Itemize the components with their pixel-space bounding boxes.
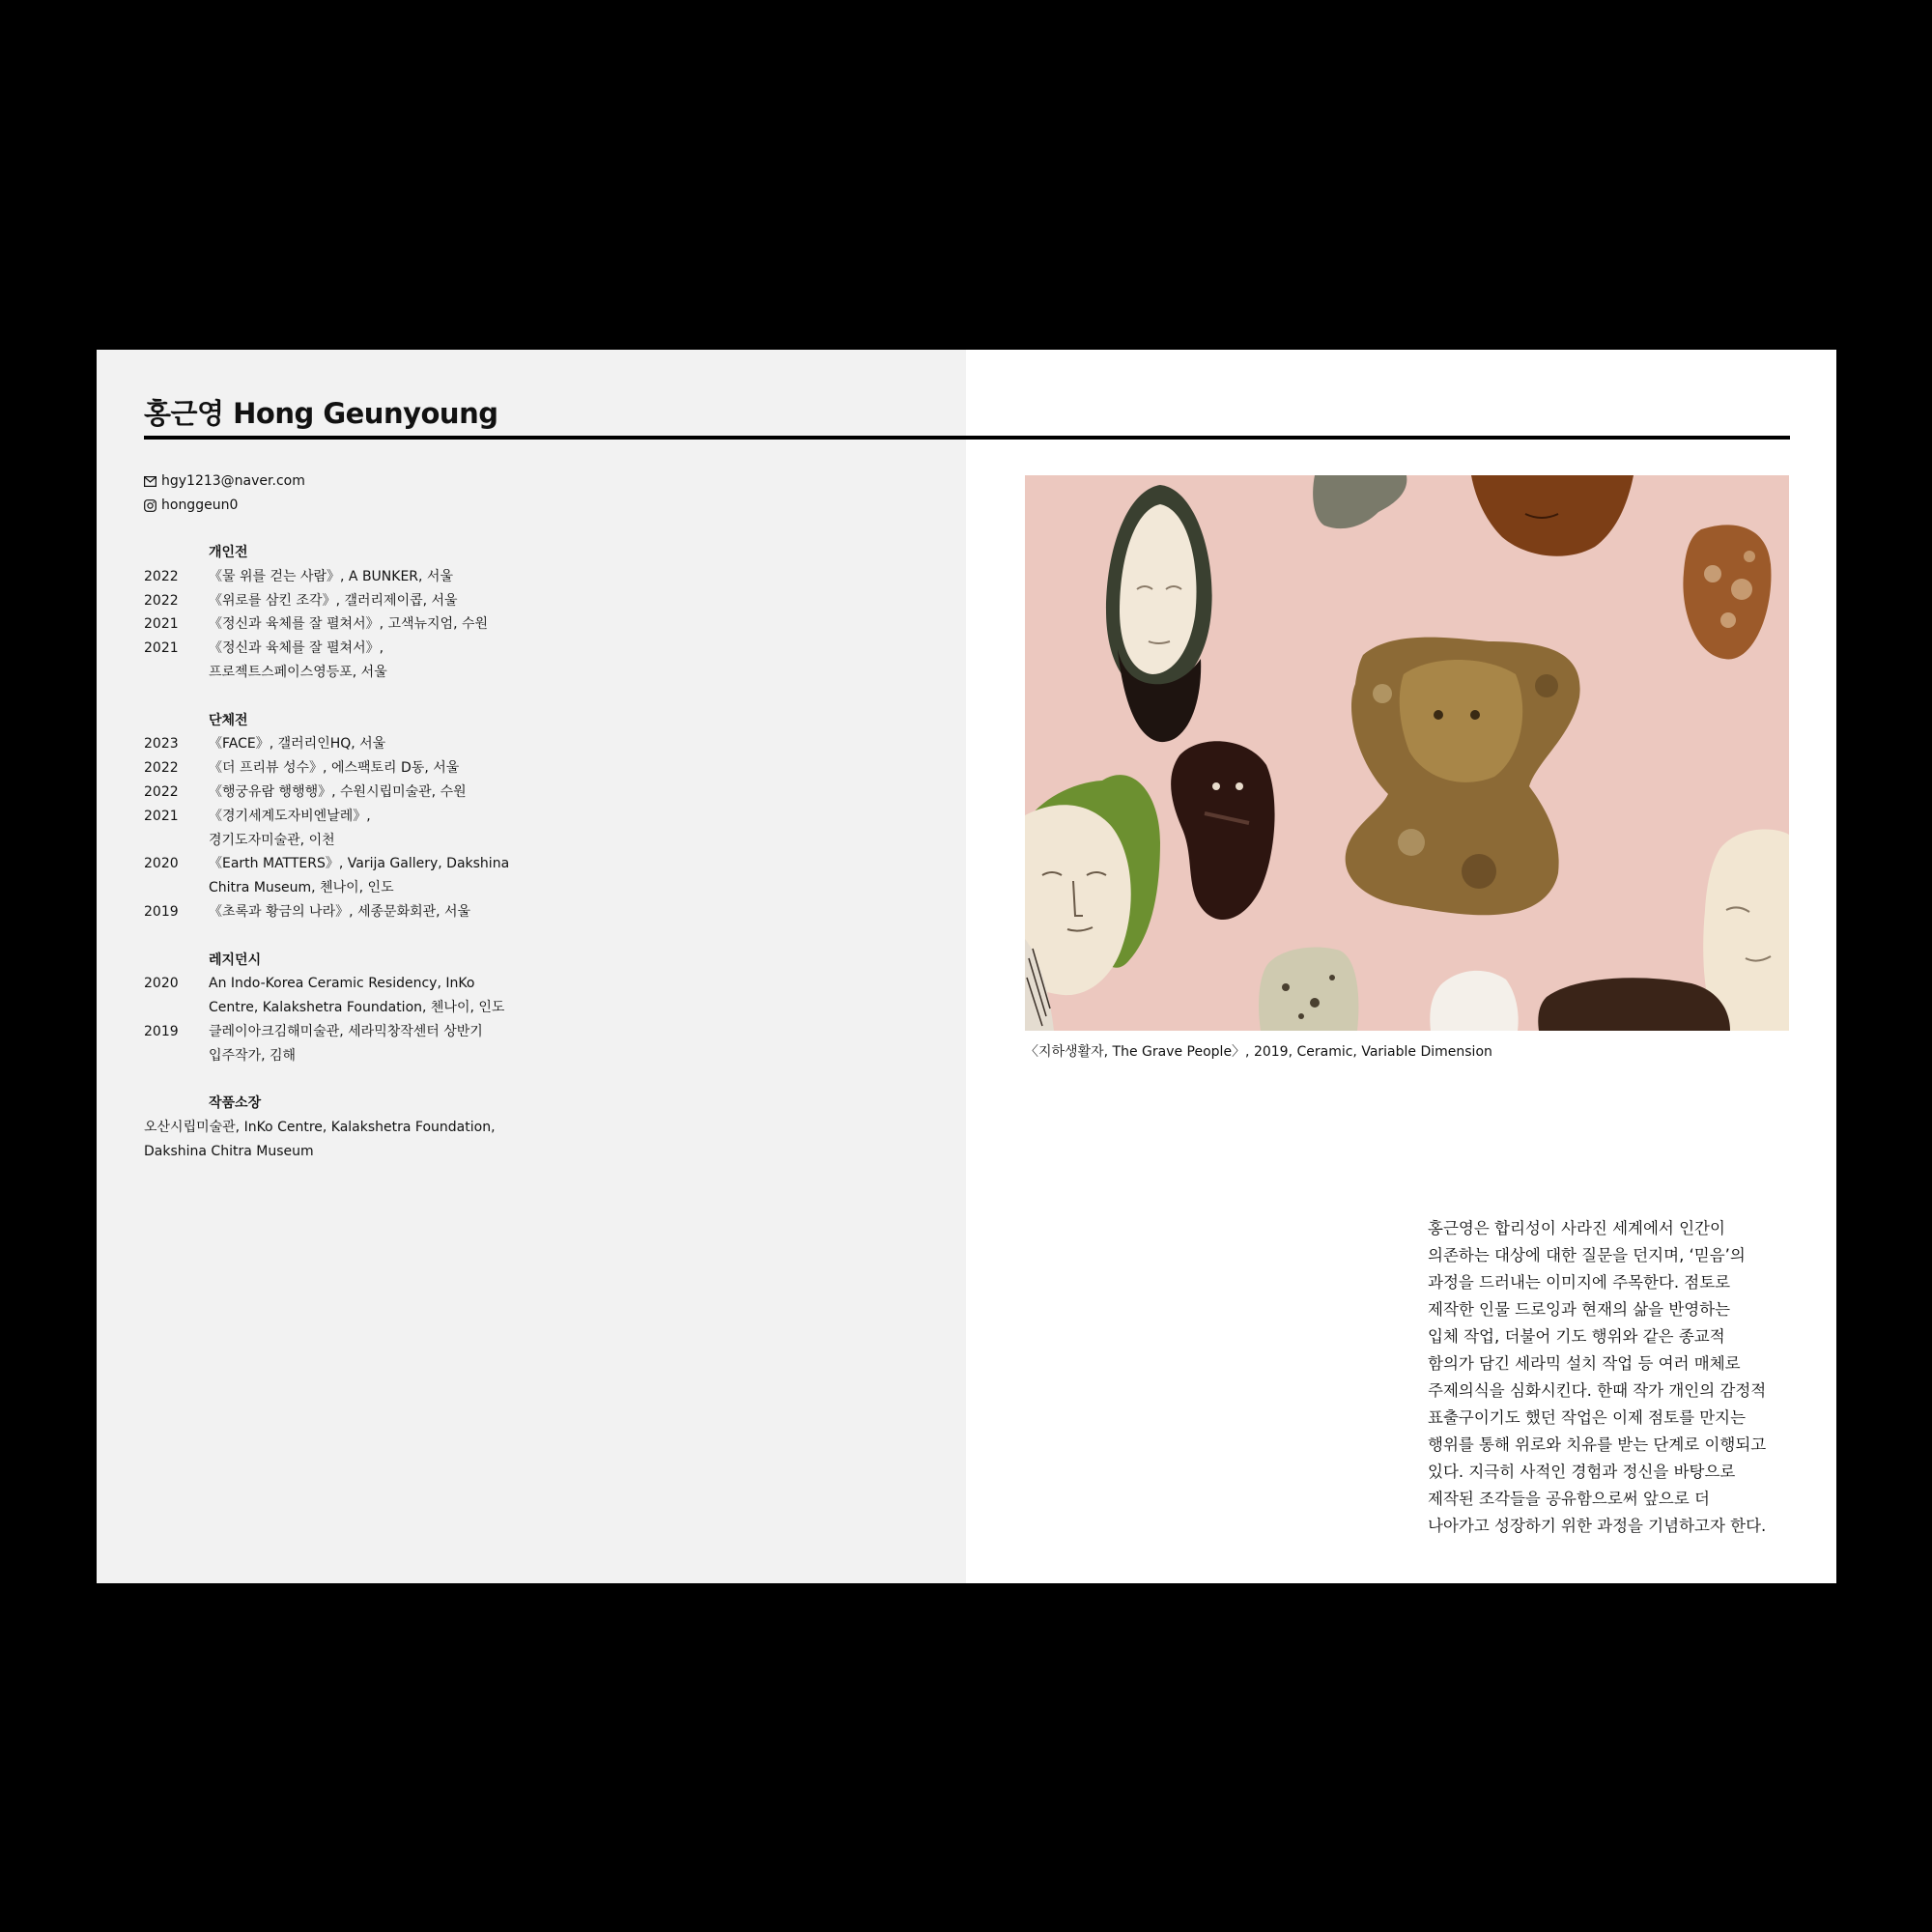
cv-entry (144, 1044, 588, 1068)
cv-entry-year: 2021 (144, 808, 179, 824)
artwork-caption: 〈지하생활자, The Grave People〉, 2019, Ceramic, Variable Dimension (1025, 1044, 1492, 1060)
cv-entry-year: 2019 (144, 1023, 179, 1039)
cv-entry-text: Centre, Kalakshetra Foundation, 첸나이, 인도 (209, 1000, 505, 1016)
section-gap (144, 1068, 588, 1093)
cv-entry (144, 756, 588, 781)
cv-entry-year: 2021 (144, 616, 179, 633)
instagram-handle: honggeun0 (161, 497, 239, 513)
cv-entry-text: 오산시립미술관, InKo Centre, Kalakshetra Foundation, (144, 1120, 496, 1136)
cv-entry-text: An Indo-Korea Ceramic Residency, InKo (209, 976, 475, 992)
cv-entry-year (144, 996, 209, 1020)
cv-entry (144, 1140, 588, 1164)
artwork-photo (1025, 475, 1789, 1031)
cv-entry-year (144, 661, 209, 685)
cv-entry-year: 2019 (144, 903, 179, 920)
cv-entry-text: 《물 위를 걷는 사람》, A BUNKER, 서울 (209, 568, 453, 584)
cv-entry (144, 852, 588, 876)
cv-entry-text: 《정신과 육체를 잘 펼쳐서》, 고색뉴지엄, 수원 (209, 616, 489, 633)
cv-entry (144, 829, 588, 853)
cv-entry-year: 2021 (144, 640, 179, 657)
cv-entry-year: 2022 (144, 592, 179, 609)
cv-entry-year (144, 1044, 209, 1068)
cv-entry-text: 《경기세계도자비엔날레》, (209, 808, 371, 824)
cv-entry (144, 612, 588, 637)
cv-section-heading: 작품소장 (209, 1095, 262, 1112)
cv-entry-year: 2020 (144, 856, 179, 872)
cv-entry-text: 《FACE》, 갤러리인HQ, 서울 (209, 736, 386, 753)
cv-entry-year: 2022 (144, 783, 179, 800)
cv-entry (144, 565, 588, 589)
cv-section-heading: 레지던시 (209, 952, 262, 968)
title-rule (144, 436, 1790, 440)
cv-entry-text: 프로젝트스페이스영등포, 서울 (209, 664, 387, 680)
cv-entry-text: 《위로를 삼킨 조각》, 갤러리제이콥, 서울 (209, 592, 458, 609)
mail-icon (144, 476, 156, 487)
cv-entry (144, 972, 588, 996)
cv-entry-year: 2020 (144, 976, 179, 992)
cv-entry (144, 1116, 588, 1140)
cv-entry-text: 《초록과 황금의 나라》, 세종문화회관, 서울 (209, 903, 471, 920)
book-spread (97, 350, 1836, 1583)
cv-entry-text: Dakshina Chitra Museum (144, 1143, 314, 1159)
cv-entry (144, 996, 588, 1020)
cv-entry (144, 900, 588, 924)
cv-entry-year (144, 829, 209, 853)
cv-entry (144, 1020, 588, 1044)
cv-entry-text: Chitra Museum, 첸나이, 인도 (209, 880, 394, 896)
cv-section-heading: 단체전 (209, 712, 248, 728)
cv-entry (144, 661, 588, 685)
cv-entry-year: 2022 (144, 760, 179, 777)
cv-entry (144, 876, 588, 900)
cv-entry (144, 637, 588, 661)
cv-entry-text: 《정신과 육체를 잘 펼쳐서》, (209, 640, 384, 657)
cv-entry (144, 589, 588, 613)
email-address: hgy1213@naver.com (161, 473, 305, 489)
email-contact (144, 473, 305, 489)
cv-entry-text: 《더 프리뷰 성수》, 에스팩토리 D동, 서울 (209, 760, 460, 777)
cv-section-heading: 개인전 (209, 545, 248, 560)
section-gap (144, 685, 588, 709)
cv-entry (144, 781, 588, 805)
cv-entry-year (144, 876, 209, 900)
instagram-icon (144, 499, 156, 512)
cv-entry-year: 2023 (144, 736, 179, 753)
artist-statement: 홍근영은 합리성이 사라진 세계에서 인간이 의존하는 대상에 대한 질문을 던지며, ‘믿음’의 과정을 드러내는 이미지에 주목한다. 점토로 제작한 인물 드로잉과 현재의 삶을 반영하는 입체 작업, 더불어 기도 행위와 같은 종교적 함의가 담긴 세라믹 설치 작업 등 여러 매체로 주제의식을 심화시킨다. 한때 작가 개인의 감정적 표출구이기도 했던 작업은 이제 점토를 만지는 행위를 통해 위로와 치유를 받는 단계로 이행되고 있다. 지극히 사적인 경험과 정신을 바탕으로 제작된 조각들을 공유함으로써 앞으로 더 나아가고 성장하기 위한 과정을 기념하고자 한다. (1428, 1219, 1767, 1535)
cv-entry-text: 입주작가, 김해 (209, 1047, 297, 1064)
cv-entry-year: 2022 (144, 568, 179, 584)
cv-entry-text: 클레이아크김해미술관, 세라믹창작센터 상반기 (209, 1023, 483, 1039)
cv-entry-text: 《행궁유람 행행행》, 수원시립미술관, 수원 (209, 783, 467, 800)
artist-name-title: 홍근영 Hong Geunyoung (144, 397, 498, 430)
cv-entry (144, 732, 588, 756)
cv-entry-text: 경기도자미술관, 이천 (209, 832, 335, 848)
section-gap (144, 924, 588, 949)
cv-entry-text: 《Earth MATTERS》, Varija Gallery, Dakshina (209, 856, 510, 872)
cv-list (144, 541, 588, 1164)
cv-entry (144, 805, 588, 829)
instagram-contact (144, 497, 238, 513)
